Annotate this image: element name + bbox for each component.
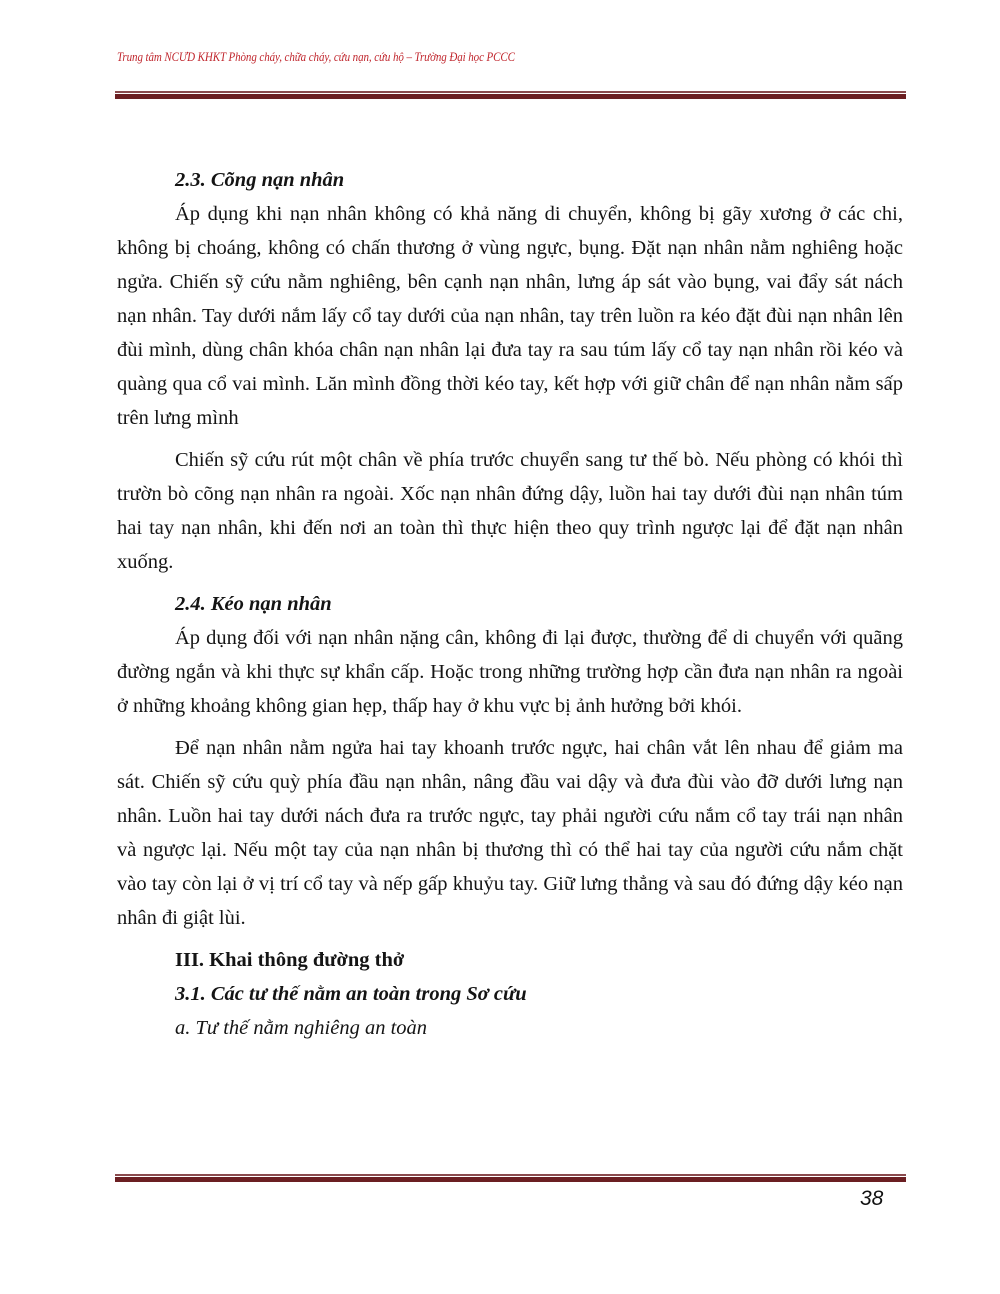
section-heading-3: III. Khai thông đường thở xyxy=(175,949,405,971)
section-heading-2-3: 2.3. Cõng nạn nhân xyxy=(175,169,345,191)
footer-rule xyxy=(115,1174,906,1182)
section-heading-2-4: 2.4. Kéo nạn nhân xyxy=(175,593,332,615)
subsection-heading-3-1: 3.1. Các tư thế nằm an toàn trong Sơ cứu xyxy=(175,983,527,1005)
paragraph: Áp dụng đối với nạn nhân nặng cân, không đi lại được, thường để di chuyển với quãng đường ngắn và khi thực sự khẩn cấp. Hoặc trong những trường hợp cần đưa nạn nhân ra ngoài ở những khoảng không gian hẹp, thấp hay ở khu vực bị ảnh hưởng bởi khói. xyxy=(117,627,903,717)
item-heading-a: a. Tư thế nằm nghiêng an toàn xyxy=(175,1017,428,1039)
page-number: 38 xyxy=(860,1187,884,1210)
header-rule xyxy=(115,91,906,99)
paragraph: Chiến sỹ cứu rút một chân về phía trước chuyển sang tư thế bò. Nếu phòng có khói thì trườn bò cõng nạn nhân ra ngoài. Xốc nạn nhân đứng dậy, luồn hai tay dưới đùi nạn nhân túm hai tay nạn nhân, khi đến nơi an toàn thì thực hiện theo quy trình ngược lại để đặt nạn nhân xuống. xyxy=(117,449,903,573)
paragraph: Để nạn nhân nằm ngửa hai tay khoanh trước ngực, hai chân vắt lên nhau để giảm ma sát. Chiến sỹ cứu quỳ phía đầu nạn nhân, nâng đầu vai dậy và đưa đùi vào đỡ dưới lưng nạn nhân. Luồn hai tay dưới nách đưa ra trước ngực, tay phải người cứu nắm cổ tay trái nạn nhân và ngược lại. Nếu một tay của nạn nhân bị thương thì có thể hai tay của người cứu nắm chặt vào tay còn lại ở vị trí cổ tay và nếp gấp khuỷu tay. Giữ lưng thẳng và sau đó đứng dậy kéo nạn nhân đi giật lùi. xyxy=(117,737,903,929)
running-header: Trung tâm NCƯD KHKT Phòng cháy, chữa cháy, cứu nạn, cứu hộ – Trường Đại học PCCC xyxy=(117,50,515,64)
body-content xyxy=(117,163,903,1045)
paragraph: Áp dụng khi nạn nhân không có khả năng di chuyển, không bị gãy xương ở các chi, không bị choáng, không có chấn thương ở vùng ngực, bụng. Đặt nạn nhân nằm nghiêng hoặc ngửa. Chiến sỹ cứu nằm nghiêng, bên cạnh nạn nhân, lưng áp sát vào bụng, vai đẩy sát nách nạn nhân. Tay dưới nắm lấy cổ tay dưới của nạn nhân, tay trên luồn ra kéo đặt đùi nạn nhân lên đùi mình, dùng chân khóa chân nạn nhân lại đưa tay ra sau túm lấy cổ tay nạn nhân rồi kéo và quàng qua cổ vai mình. Lăn mình đồng thời kéo tay, kết hợp với giữ chân để nạn nhân nằm sấp trên lưng mình xyxy=(117,203,903,429)
